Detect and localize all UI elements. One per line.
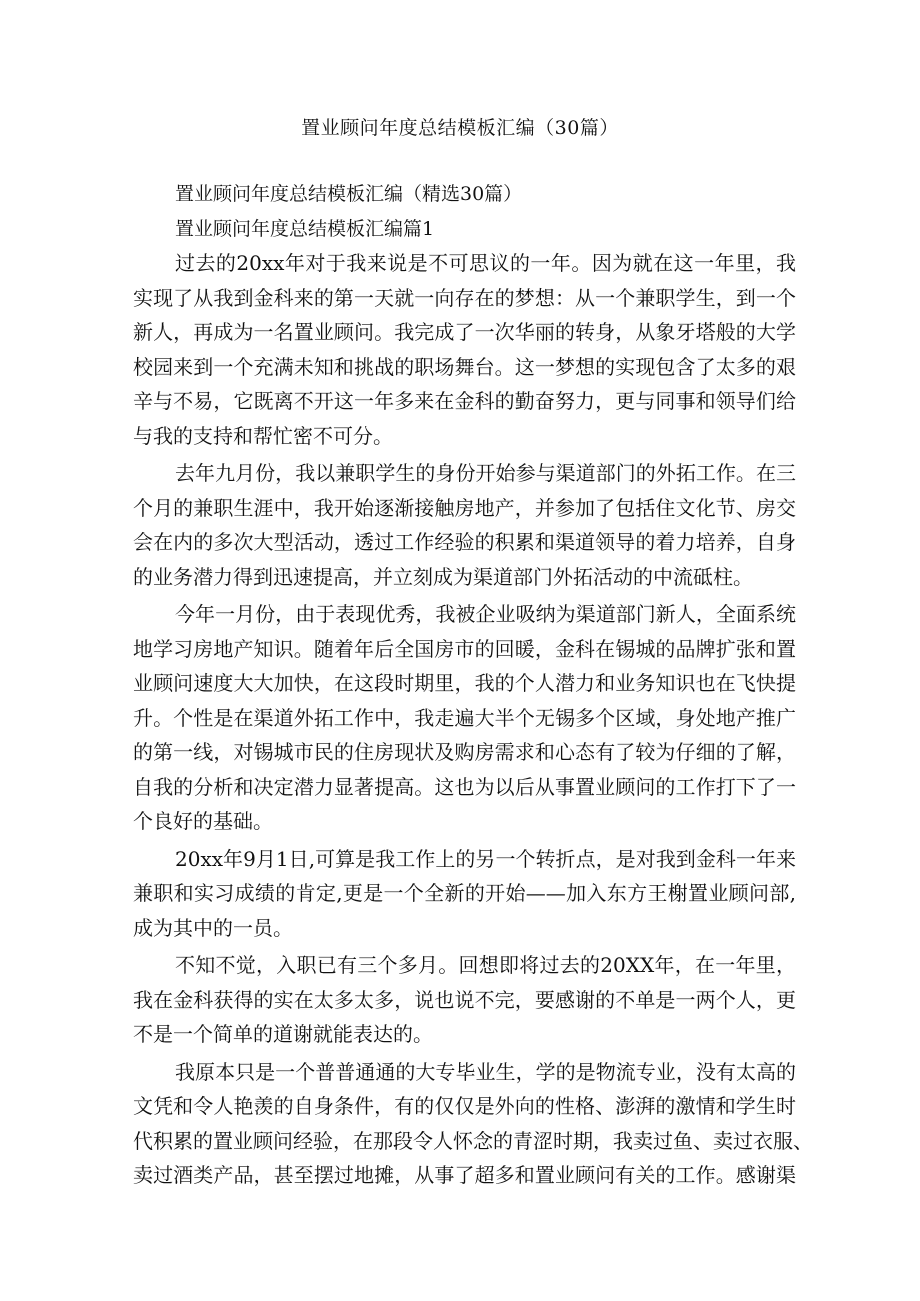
paragraph-line: 我原本只是一个普普通通的大专毕业生，学的是物流专业，没有太高的	[175, 1059, 796, 1084]
paragraph-line: 与我的支持和帮忙密不可分。	[133, 423, 393, 448]
paragraph-line: 文凭和令人艳羡的自身条件，有的仅仅是外向的性格、澎湃的激情和学生时	[133, 1094, 796, 1118]
paragraph-line: 过去的20xx年对于我来说是不可思议的一年。因为就在这一年里，我	[175, 251, 796, 275]
paragraph-line: 升。个性是在渠道外拓工作中，我走遍大半个无锡多个区域，身处地产推广	[133, 705, 796, 730]
paragraph	[133, 842, 796, 946]
paragraph-line: 新人，再成为一名置业顾问。我完成了一次华丽的转身，从象牙塔般的大学	[133, 320, 796, 344]
paragraph-line: 不知不觉，入职已有三个多月。回想即将过去的20XX年，在一年里，	[175, 953, 796, 977]
paragraph-line: 不是一个简单的道谢就能表达的。	[133, 1022, 433, 1046]
paragraph-line: 的业务潜力得到迅速提高，并立刻成为渠道部门外拓活动的中流砥柱。	[133, 564, 753, 589]
paragraph-line: 成为其中的一员。	[133, 915, 293, 940]
paragraph-line: 的第一线，对锡城市民的住房现状及购房需求和心态有了较为仔细的了解，	[133, 740, 796, 764]
paragraph-line: 校园来到一个充满未知和挑战的职场舞台。这一梦想的实现包含了太多的艰	[133, 354, 796, 379]
paragraph	[133, 948, 796, 1052]
paragraph-line: 会在内的多次大型活动，透过工作经验的积累和渠道领导的着力培养，自身	[133, 530, 796, 554]
paragraph-list	[133, 246, 813, 1193]
paragraph	[133, 1055, 813, 1193]
document-title: 置业顾问年度总结模板汇编（30篇）	[301, 117, 619, 139]
paragraph	[133, 597, 796, 839]
paragraph-line: 业顾问速度大大加快，在这段时期里，我的个人潜力和业务知识也在飞快提	[133, 671, 796, 695]
paragraph-line: 实现了从我到金科来的第一天就一向存在的梦想：从一个兼职学生，到一个	[133, 285, 796, 310]
paragraph-line: 地学习房地产知识。随着年后全国房市的回暖，金科在锡城的品牌扩张和置	[133, 636, 796, 661]
section-heading: 置业顾问年度总结模板汇编篇1	[175, 217, 435, 240]
paragraph-line: 兼职和实习成绩的肯定,更是一个全新的开始——加入东方王榭置业顾问部,	[133, 881, 796, 905]
paragraph-line: 卖过酒类产品，甚至摆过地摊，从事了超多和置业顾问有关的工作。感谢渠	[133, 1163, 796, 1187]
paragraph-line: 辛与不易，它既离不开这一年多来在金科的勤奋努力，更与同事和领导们给	[133, 389, 796, 413]
paragraph	[133, 246, 796, 453]
document-body	[133, 177, 813, 1193]
paragraph-line: 今年一月份，由于表现优秀，我被企业吸纳为渠道部门新人，全面系统	[175, 602, 796, 626]
paragraph-line: 个月的兼职生涯中，我开始逐渐接触房地产，并参加了包括住文化节、房交	[133, 495, 796, 520]
paragraph-line: 代积累的置业顾问经验，在那段令人怀念的青涩时期，我卖过鱼、卖过衣服、	[133, 1128, 813, 1153]
paragraph	[133, 456, 796, 594]
document-subtitle: 置业顾问年度总结模板汇编（精选30篇）	[175, 183, 523, 205]
paragraph-line: 个良好的基础。	[133, 809, 273, 833]
paragraph-line: 去年九月份，我以兼职学生的身份开始参与渠道部门的外拓工作。在三	[175, 461, 796, 485]
paragraph-line: 我在金科获得的实在太多太多，说也说不完，要感谢的不单是一两个人，更	[133, 987, 796, 1012]
paragraph-line: 自我的分析和决定潜力显著提高。这也为以后从事置业顾问的工作打下了一	[133, 774, 796, 799]
paragraph-line: 20xx年9月1日,可算是我工作上的另一个转折点，是对我到金科一年来	[175, 846, 796, 871]
